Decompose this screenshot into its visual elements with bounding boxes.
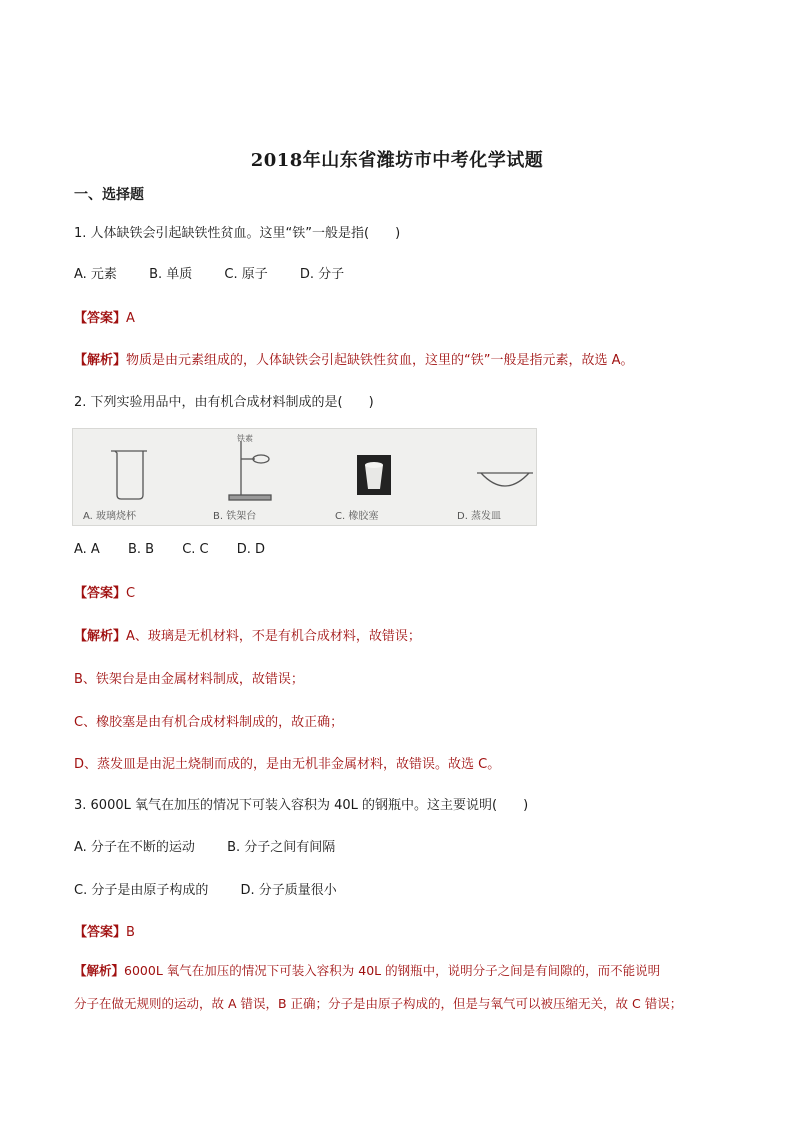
analysis-text: A、玻璃是无机材料，不是有机合成材料，故错误； [126,629,421,644]
figure-label-d: D. 蒸发皿 [457,511,502,522]
section-heading: 一、选择题 [74,187,144,203]
analysis-text: 物质是由元素组成的，人体缺铁会引起缺铁性贫血，这里的“铁”一般是指元素，故选 A。 [126,353,634,368]
figure-label-a: A. 玻璃烧杯 [83,511,137,522]
analysis-line: 分子在做无规则的运动，故 A 错误，B 正确；分子是由原子构成的，但是与氧气可以被压缩无关，故 C 错误； [74,996,683,1011]
option: B. B [127,542,155,557]
evaporating-dish-icon [477,473,533,486]
question-2: 2. 下列实验用品中，由有机合成材料制成的是( ) [74,395,374,410]
analysis-tag: 【解析】 [74,629,127,644]
option: D. 分子 [299,267,345,282]
analysis-line: B、铁架台是由金属材料制成，故错误； [74,672,304,687]
option: C. 原子 [224,267,268,282]
answer-value: B [126,925,135,940]
question-2-options [74,541,265,559]
answer-value: C [126,586,136,601]
question-1-analysis [74,352,634,370]
question-1-answer [74,310,135,328]
question-2-answer [74,585,135,603]
answer-value: A [126,311,135,326]
analysis-line: D、蒸发皿是由泥土烧制而成的，是由无机非金属材料，故错误。故选 C。 [74,757,501,772]
option: D. 分子质量很小 [240,883,337,898]
question-1-options [74,266,344,284]
answer-tag: 【答案】 [74,586,127,601]
figure-label-b: B. 铁架台 [213,511,257,522]
rubber-stopper-icon [357,455,391,495]
question-3: 3. 6000L 氧气在加压的情况下可装入容积为 40L 的钢瓶中。这主要说明( ) [74,798,529,813]
lab-equipment-figure [72,428,537,526]
option: B. 单质 [149,267,193,282]
beaker-icon [111,451,147,499]
analysis-tag: 【解析】 [74,963,125,978]
figure-small-label: 铁素 [237,434,253,443]
option: C. C [182,542,209,557]
page-title: 2018年山东省潍坊市中考化学试题 [250,150,544,171]
option: B. 分子之间有间隔 [227,840,336,855]
question-3-options-row-2 [74,882,337,900]
question-2-analysis [74,628,421,646]
iron-stand-icon [229,441,271,500]
figure-label-c: C. 橡胶塞 [335,511,379,522]
answer-tag: 【答案】 [74,311,127,326]
option: A. A [74,542,100,557]
answer-tag: 【答案】 [74,925,127,940]
option: C. 分子是由原子构成的 [74,883,209,898]
question-3-options-row-1 [74,839,335,857]
question-3-analysis [74,962,660,980]
analysis-line: C、橡胶塞是由有机合成材料制成的，故正确； [74,715,344,730]
analysis-text: 6000L 氧气在加压的情况下可装入容积为 40L 的钢瓶中，说明分子之间是有间隙的，而不能说明 [124,963,661,978]
question-1: 1. 人体缺铁会引起缺铁性贫血。这里“铁”一般是指( ) [74,226,401,241]
option: A. 元素 [74,267,117,282]
option: A. 分子在不断的运动 [74,840,195,855]
analysis-tag: 【解析】 [74,353,127,368]
option: D. D [236,542,266,557]
question-3-answer [74,924,135,942]
